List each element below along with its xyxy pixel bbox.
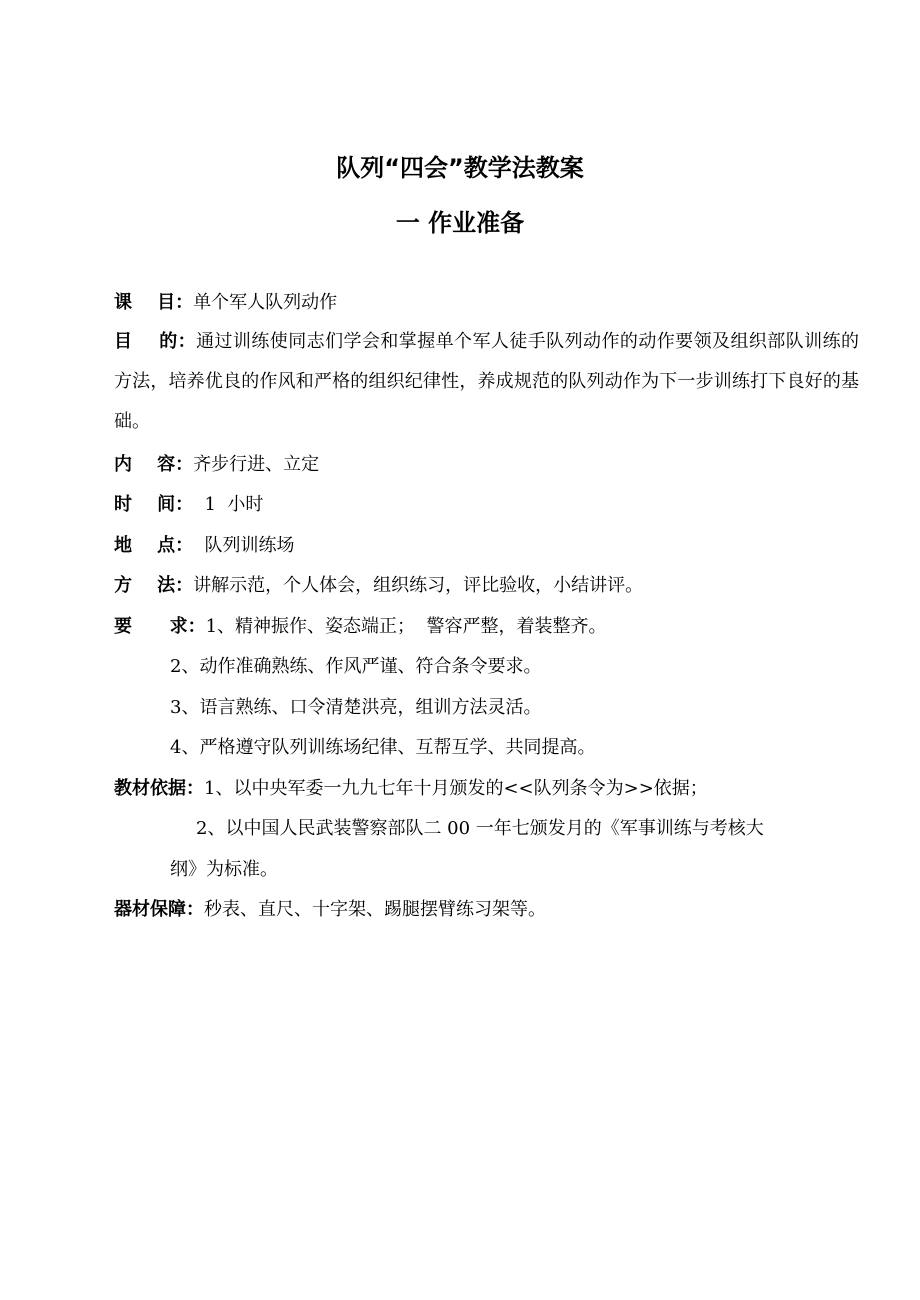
field-purpose-label: 目 的 xyxy=(114,331,178,352)
requirement-item: 2、动作准确熟练、作风严谨、符合条令要求。 xyxy=(170,656,542,677)
field-method-label: 方 法 xyxy=(114,575,176,596)
field-content-label: 内 容 xyxy=(114,454,176,475)
requirement-item: 4、严格遵守队列训练场纪律、互帮互学、共同提高。 xyxy=(170,737,596,758)
requirement-item: 1、精神振作、姿态端正； 警容严整，着装整齐。 xyxy=(205,616,607,637)
field-requirements xyxy=(114,615,607,639)
field-method-value: 讲解示范，个人体会，组织练习，评比验收，小结讲评。 xyxy=(193,575,644,596)
field-separator: ： xyxy=(175,292,194,313)
document-title: 队列“四会”教学法教案 xyxy=(336,154,584,182)
field-content-value: 齐步行进、立定 xyxy=(193,454,320,475)
field-equipment-value: 秒表、直尺、十字架、踢腿摆臂练习架等。 xyxy=(204,899,546,920)
basis-item: 1、以中央军委一九九七年十月颁发的<<队列条令为>>依据； xyxy=(204,778,708,799)
field-separator: ： xyxy=(186,778,204,799)
field-subject xyxy=(114,291,337,315)
field-separator: ： xyxy=(175,575,194,596)
field-method xyxy=(114,574,643,598)
requirement-item: 3、语言熟练、口令清楚洪亮，组训方法灵活。 xyxy=(170,697,542,718)
field-separator: ： xyxy=(175,535,194,556)
field-place-value: 队列训练场 xyxy=(193,535,295,556)
field-separator: ： xyxy=(177,331,197,352)
field-separator: ： xyxy=(187,616,206,637)
field-time xyxy=(114,493,263,517)
field-equipment-label: 器材保障 xyxy=(114,899,186,920)
field-basis-label: 教材依据 xyxy=(114,778,186,799)
field-place xyxy=(114,534,295,558)
field-separator: ： xyxy=(175,454,194,475)
field-separator: ： xyxy=(186,899,204,920)
field-basis xyxy=(114,777,708,801)
basis-item: 2、以中国人民武装警察部队二 00 一年七颁发月的《军事训练与考核大 xyxy=(196,818,764,839)
field-purpose xyxy=(114,322,859,442)
field-equipment xyxy=(114,898,546,922)
field-content xyxy=(114,453,319,477)
field-time-label: 时 间 xyxy=(114,494,176,515)
basis-item: 纲》为标准。 xyxy=(170,859,278,880)
field-purpose-value: 通过训练使同志们学会和掌握单个军人徒手队列动作的动作要领及组织部队训练的方法，培养优良的作风和严格的组织纪律性，养成规范的队列动作为下一步训练打下良好的基础。 xyxy=(114,331,860,432)
field-requirements-label: 要 求 xyxy=(114,616,188,637)
field-subject-value: 单个军人队列动作 xyxy=(193,292,338,313)
field-subject-label: 课 目 xyxy=(114,292,176,313)
field-place-label: 地 点 xyxy=(114,535,176,556)
field-time-value: 1 小时 xyxy=(193,494,264,515)
field-separator: ： xyxy=(175,494,194,515)
section-heading: 一 作业准备 xyxy=(395,209,525,237)
